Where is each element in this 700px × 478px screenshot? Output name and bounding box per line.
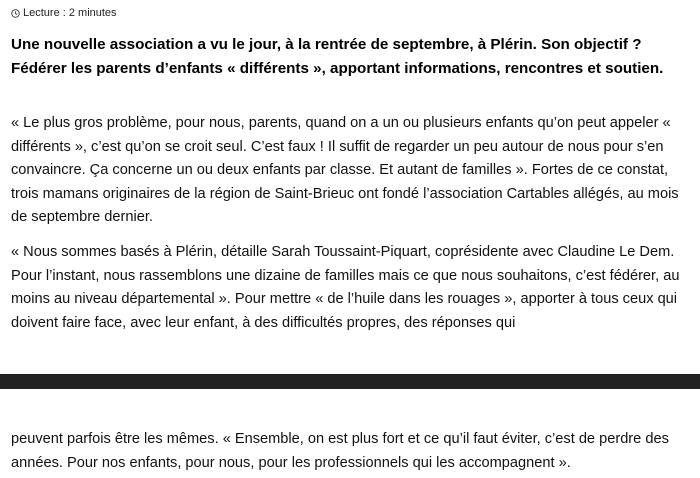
clock-icon [11, 9, 20, 18]
article-lede: Une nouvelle association a vu le jour, à la rentrée de septembre, à Plérin. Son objectif ? Fédérer les parents d’enfants « différents », apportant informations, rencontres et soutien. [11, 36, 664, 77]
article-paragraph-1: « Le plus gros problème, pour nous, parents, quand on a un ou plusieurs enfants qu’on peut appeler « différents », c’est qu’on se croit seul. C’est faux ! Il suffit de regarder un peu autour de nous pour s’en convaincre. Ça concerne un ou deux enfants par classe. Et autant de familles ». Fortes de ce constat, trois mamans originaires de la région de Saint-Brieuc ont fondé l’association Cartables allégés, au mois de septembre dernier. [11, 115, 679, 226]
article-paragraph-3: peuvent parfois être les mêmes. « Ensemble, on est plus fort et ce qu’il faut éviter, c’est de perdre des années. Pour nos enfants, pour nous, pour les professionnels qui les accompagnent ». [11, 431, 669, 471]
reading-time [11, 6, 117, 20]
ad-separator-band [0, 374, 700, 389]
reading-time-label: Lecture : 2 minutes [23, 7, 117, 19]
article-paragraph-2: « Nous sommes basés à Plérin, détaille Sarah Toussaint-Piquart, coprésidente avec Claudine Le Dem. Pour l’instant, nous rassemblons une dizaine de familles mais ce que nous souhaitons, c’est fédérer, au moins au niveau départemental ». Pour mettre « de l’huile dans les rouages », apporter à tous ceux qui doivent faire face, avec leur enfant, à des difficultés propres, des réponses qui [11, 244, 680, 331]
